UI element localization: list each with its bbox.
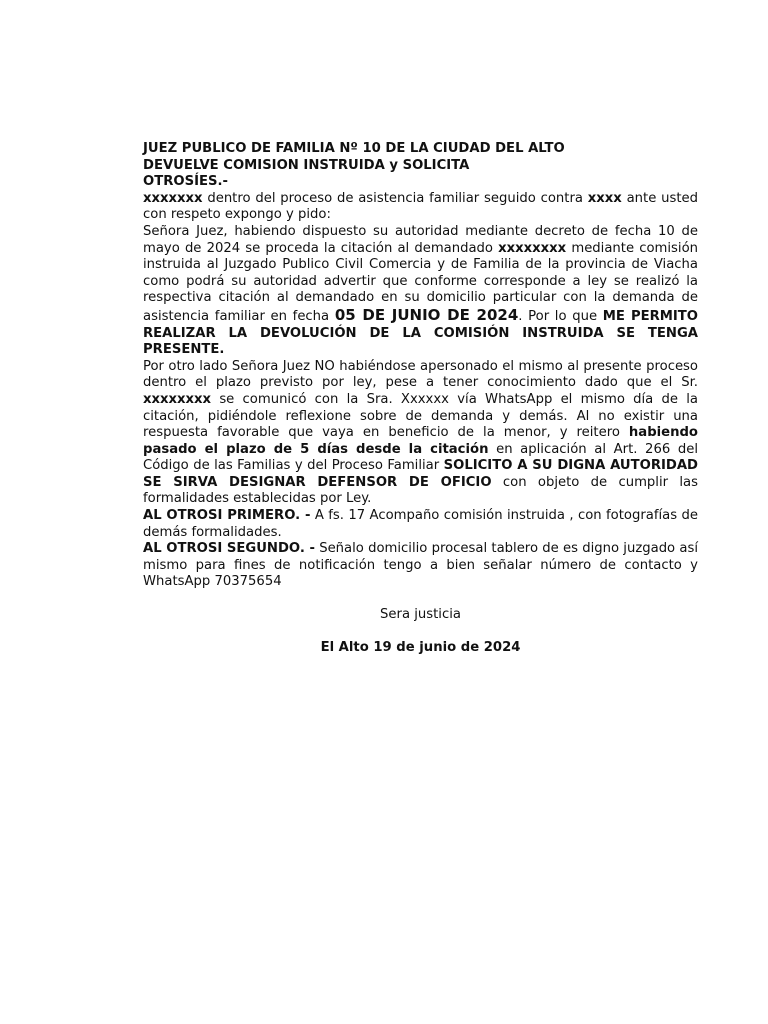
document-body bbox=[143, 141, 698, 656]
court-heading: JUEZ PUBLICO DE FAMILIA Nº 10 DE LA CIUDAD DEL ALTO bbox=[143, 141, 565, 156]
paragraph-solicitud: Por otro lado Señora Juez NO habiéndose apersonado el mismo al presente proceso dentro el plazo previsto por ley, pese a tener conocimiento dado que el Sr. xxxxxxxx se comunicó con la Sra. Xxxxxx vía WhatsApp el mismo día de la citación, pidiéndole reflexione sobre de demanda y demás. Al no existir una respuesta favorable que vaya en beneficio de la menor, y reitero habiendo pasado el plazo de 5 días desde la citación en aplicación al Art. 266 del Código de las Familias y del Proceso Familiar SOLICITO A SU DIGNA AUTORIDAD SE SIRVA DESIGNAR DEFENSOR DE OFICIO con objeto de cumplir las formalidades establecidas por Ley. bbox=[143, 358, 698, 507]
defensor-request: SOLICITO A SU DIGNA AUTORIDAD SE SIRVA DESIGNAR DEFENSOR DE OFICIO bbox=[143, 458, 698, 490]
sr-name: xxxxxxxx bbox=[143, 391, 212, 407]
demandado-name: xxxxxxxx bbox=[498, 240, 567, 256]
document-subject: DEVUELVE COMISION INSTRUIDA y SOLICITA bbox=[143, 157, 470, 173]
plazo-statement: habiendo pasado el plazo de 5 días desde la citación bbox=[143, 425, 698, 457]
otrosi-segundo-label: AL OTROSI SEGUNDO. - bbox=[143, 541, 315, 557]
intro-paragraph: xxxxxxx dentro del proceso de asistencia familiar seguido contra xxxx ante usted con respeto expongo y pido: bbox=[143, 190, 698, 223]
citation-date: 05 DE JUNIO DE 2024 bbox=[334, 305, 519, 324]
closing-formula: Sera justicia bbox=[380, 607, 461, 623]
paragraph-devolucion: Señora Juez, habiendo dispuesto su autoridad mediante decreto de fecha 10 de mayo de 2024 se proceda la citación al demandado xxxxxxxx mediante comisión instruida al Juzgado Publico Civil Comercia y de Familia de la provincia de Viacha como podrá su autoridad advertir que conforme corresponde a ley se realizó la respectiva citación al demandado en su domicilio particular con la demanda de asistencia familiar en fecha 05 DE JUNIO DE 2024. Por lo que ME PERMITO REALIZAR LA DEVOLUCIÓN DE LA COMISIÓN INSTRUIDA SE TENGA PRESENTE. bbox=[143, 223, 699, 358]
otrosies-heading: OTROSÍES.- bbox=[143, 174, 228, 190]
party-name: xxxxxxx bbox=[143, 190, 203, 206]
otrosi-segundo: AL OTROSI SEGUNDO. - Señalo domicilio procesal tablero de es digno juzgado así mismo para fines de notificación tengo a bien señalar número de contacto y WhatsApp 70375654 bbox=[143, 541, 698, 590]
place-and-date: El Alto 19 de junio de 2024 bbox=[320, 639, 521, 655]
devolution-request: ME PERMITO REALIZAR LA DEVOLUCIÓN DE LA COMISIÓN INSTRUIDA SE TENGA PRESENTE. bbox=[143, 308, 699, 358]
opposing-party-name: xxxx bbox=[587, 190, 622, 206]
otrosi-primero-label: AL OTROSI PRIMERO. - bbox=[143, 508, 311, 524]
otrosi-primero: AL OTROSI PRIMERO. - A fs. 17 Acompaño comisión instruida , con fotografías de demás formalidades. bbox=[143, 508, 698, 540]
